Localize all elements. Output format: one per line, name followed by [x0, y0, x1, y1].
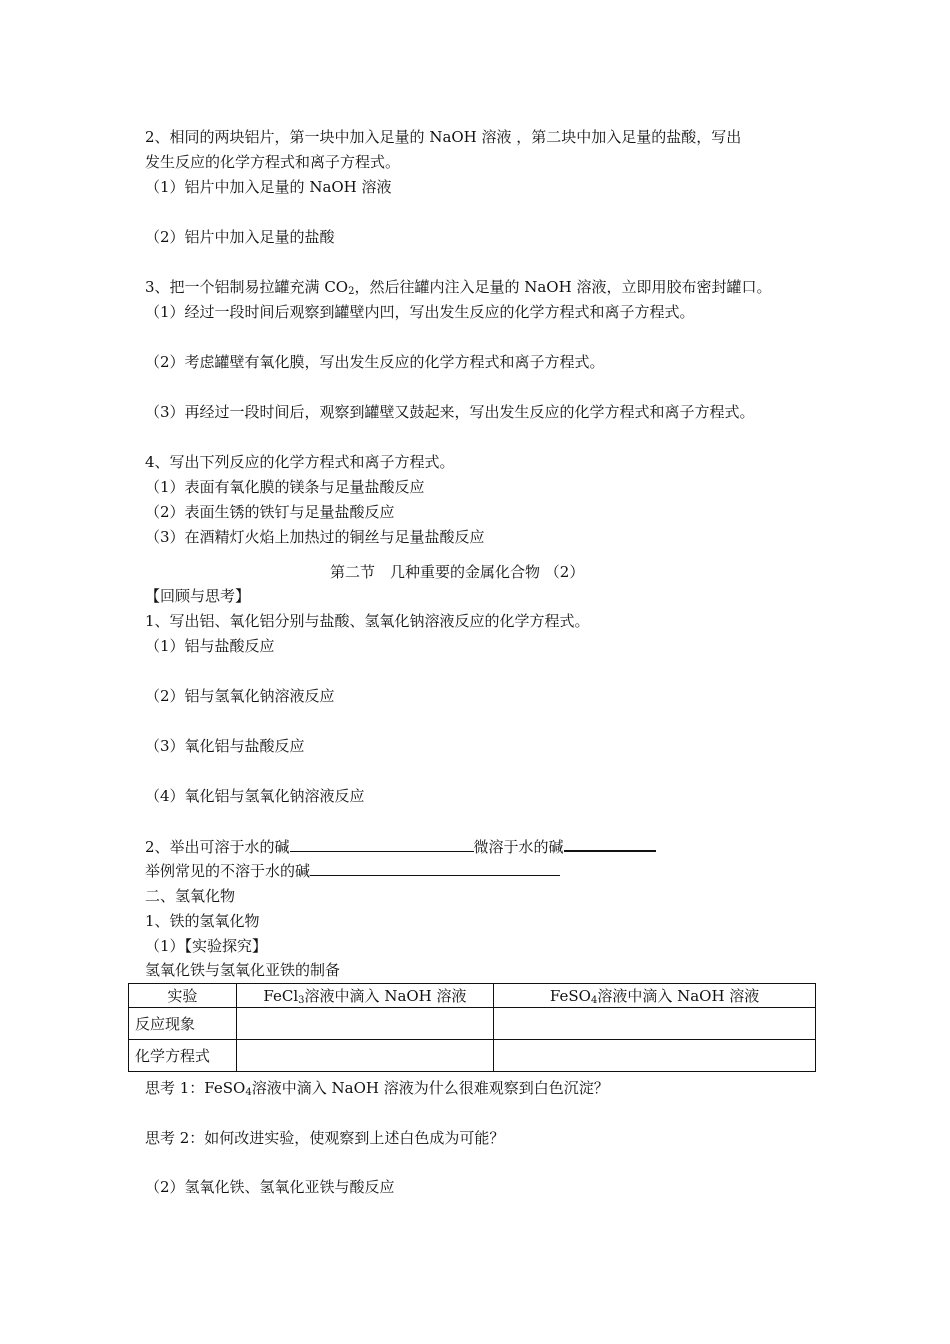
r1-sub4: （4）氧化铝与氢氧化钠溶液反应 — [145, 787, 365, 805]
acid-reaction-heading: （2）氢氧化铁、氢氧化亚铁与酸反应 — [145, 1178, 395, 1196]
q4-sub1: （1）表面有氧化膜的镁条与足量盐酸反应 — [145, 478, 425, 496]
table-row — [129, 1040, 816, 1072]
q4-line1: 4、写出下列反应的化学方程式和离子方程式。 — [145, 453, 455, 471]
r1-sub2: （2）铝与氢氧化钠溶液反应 — [145, 687, 335, 705]
q3-line1-post: ，然后往罐内注入足量的 NaOH 溶液，立即用胶布密封罐口。 — [354, 278, 772, 296]
cell-feso4-equation[interactable] — [494, 1040, 816, 1072]
q2-line2: 发生反应的化学方程式和离子方程式。 — [145, 153, 401, 171]
r2-part3: 举例常见的不溶于水的碱 — [145, 862, 311, 880]
r1-line1: 1、写出铝、氧化铝分别与盐酸、氢氧化钠溶液反应的化学方程式。 — [145, 612, 590, 630]
table-header-row — [129, 984, 816, 1008]
explore-heading: （1）【实验探究】 — [145, 937, 268, 955]
header-fecl3 — [236, 984, 493, 1008]
think1-pre: 思考 1：FeSO — [145, 1079, 246, 1097]
r2-part2: 微溶于水的碱 — [473, 838, 564, 856]
q3-line1 — [145, 277, 771, 302]
r2-line1 — [145, 836, 656, 857]
cell-feso4-phenomenon[interactable] — [494, 1008, 816, 1040]
q2-sub2: （2）铝片中加入足量的盐酸 — [145, 228, 335, 246]
header-fecl3-pre: FeCl — [263, 987, 299, 1005]
slightly-soluble-base-blank[interactable] — [564, 836, 656, 852]
think1-post: 溶液中滴入 NaOH 溶液为什么很难观察到白色沉淀？ — [251, 1079, 609, 1097]
insoluble-base-blank[interactable] — [310, 861, 560, 876]
think1-sub: 4 — [245, 1087, 252, 1098]
q4-sub3: （3）在酒精灯火焰上加热过的铜丝与足量盐酸反应 — [145, 528, 485, 546]
q3-sub3: （3）再经过一段时间后，观察到罐壁又鼓起来，写出发生反应的化学方程式和离子方程式。 — [145, 403, 755, 421]
q3-line1-sub: 2 — [348, 286, 355, 297]
row-phenomenon-label: 反应现象 — [129, 1008, 237, 1040]
q3-sub2: （2）考虑罐壁有氧化膜，写出发生反应的化学方程式和离子方程式。 — [145, 353, 605, 371]
prep-heading: 氢氧化铁与氢氧化亚铁的制备 — [145, 961, 341, 979]
think1 — [145, 1078, 609, 1103]
header-feso4-pre: FeSO — [549, 987, 591, 1005]
soluble-base-blank[interactable] — [290, 837, 474, 852]
r2-part1: 2、举出可溶于水的碱 — [145, 838, 290, 856]
q4-sub2: （2）表面生锈的铁钉与足量盐酸反应 — [145, 503, 395, 521]
q3-sub1: （1）经过一段时间后观察到罐壁内凹，写出发生反应的化学方程式和离子方程式。 — [145, 303, 695, 321]
cell-fecl3-phenomenon[interactable] — [236, 1008, 493, 1040]
r1-sub1: （1）铝与盐酸反应 — [145, 637, 275, 655]
experiment-table — [128, 983, 816, 1072]
header-fecl3-sub: 3 — [298, 995, 305, 1006]
table-row — [129, 1008, 816, 1040]
cell-fecl3-equation[interactable] — [236, 1040, 493, 1072]
header-feso4-post: 溶液中滴入 NaOH 溶液 — [597, 987, 760, 1005]
review-heading: 【回顾与思考】 — [145, 587, 251, 605]
header-fecl3-post: 溶液中滴入 NaOH 溶液 — [304, 987, 467, 1005]
r1-sub3: （3）氧化铝与盐酸反应 — [145, 737, 305, 755]
iron-hydroxide-heading: 1、铁的氢氧化物 — [145, 912, 260, 930]
section-title: 第二节 几种重要的金属化合物 （2） — [330, 563, 585, 581]
row-equation-label: 化学方程式 — [129, 1040, 237, 1072]
q2-sub1: （1）铝片中加入足量的 NaOH 溶液 — [145, 178, 392, 196]
think2: 思考 2：如何改进实验，使观察到上述白色成为可能？ — [145, 1129, 505, 1147]
header-feso4-sub: 4 — [590, 995, 598, 1006]
header-experiment: 实验 — [129, 984, 237, 1008]
header-feso4 — [494, 984, 816, 1008]
q3-line1-pre: 3、把一个铝制易拉罐充满 CO — [145, 278, 349, 296]
hydroxide-heading: 二、氢氧化物 — [145, 887, 236, 905]
q2-line1: 2、相同的两块铝片，第一块中加入足量的 NaOH 溶液 ，第二块中加入足量的盐酸，写出 — [145, 128, 742, 146]
r2-line2 — [145, 861, 560, 881]
